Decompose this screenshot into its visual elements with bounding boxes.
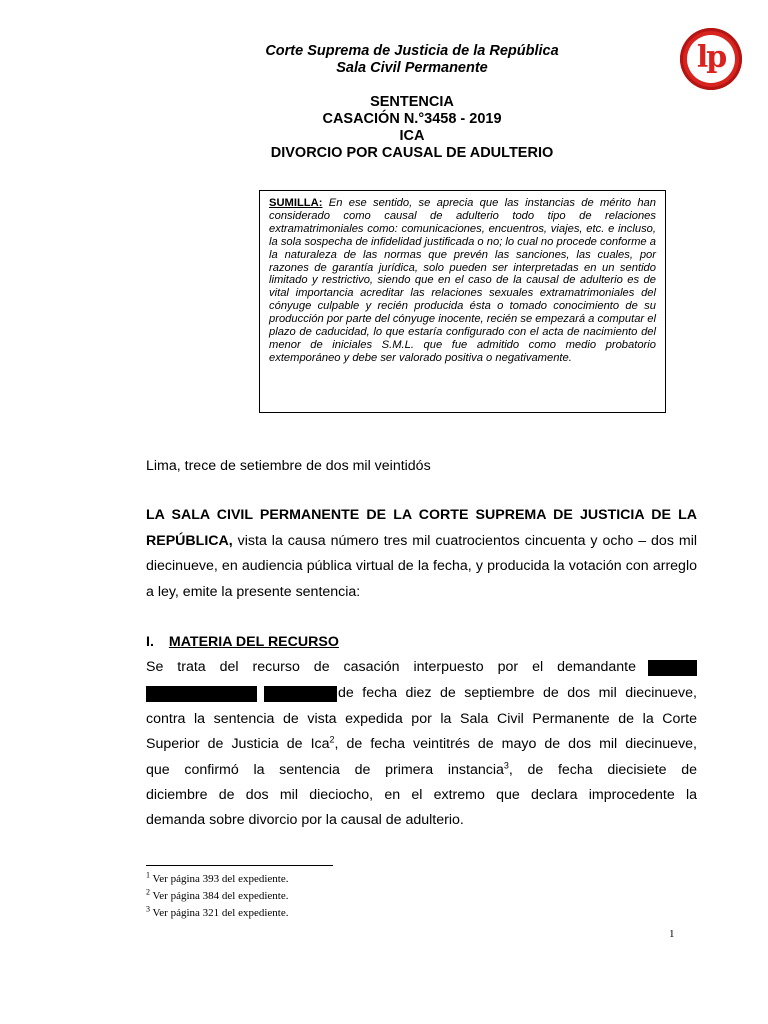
footnote-2: $^2$ Ver página 384 del expediente. — [146, 887, 289, 902]
title-materia: DIVORCIO POR CAUSAL DE ADULTERIO — [270, 145, 554, 161]
intro-bold: LA SALA CIVIL PERMANENTE DE LA CORTE SUPREMA DE JUSTICIA DE LA REPÚBLICA, — [146, 507, 697, 549]
redaction-block — [146, 686, 257, 702]
sumilla-box — [259, 190, 666, 413]
title-casacion: CASACIÓN N.°3458 - 2019 — [322, 111, 502, 127]
title-ica: ICA — [399, 128, 425, 144]
intro-paragraph — [146, 503, 697, 605]
footnote-ref-3[interactable]: 3 — [503, 760, 509, 771]
logo-text: lp — [696, 40, 726, 75]
lp-logo — [680, 28, 742, 90]
section-number: I. — [146, 634, 154, 650]
sumilla-text: En ese sentido, se aprecia que las instancias de mérito han considerado como causal de adulterio todo tipo de relaciones extramatrimoniales como: comunicaciones, encuentros, viajes, etc. e incluso, la sola sospecha de infidelidad justificada o no; lo cual no procede conforme a la naturaleza de las normas que prevén las sanciones, las cuales, por razones de garantía jurídica, solo pueden ser interpretadas en un sentido limitado y restrictivo, siendo que en el caso de la causal de adulterio es de vital importancia acreditar las relaciones sexuales extramatrimoniales del cónyuge culpable y recién producida ésta o tomado conocimiento de su producción por parte del cónyuge inocente, recién se empezará a computar el plazo de caducidad, lo que estaría configurado con el acta de nacimiento del menor de iniciales S.M.L. que fue admitido como medio probatorio extemporáneo y debe ser valorado positiva o negativamente. — [269, 197, 656, 364]
footnote-1: $^1$ Ver página 393 del expediente. — [146, 870, 289, 885]
redaction-block — [648, 660, 697, 676]
footnote-separator — [146, 865, 333, 866]
redaction-block — [264, 686, 337, 702]
title-sentencia: SENTENCIA — [370, 94, 454, 110]
page-number: 1 — [669, 928, 675, 940]
intro-text: vista la causa número tres mil cuatrocientos cincuenta y ocho – dos mil diecinueve, en audiencia pública virtual de la fecha, y producida la votación con arreglo a ley, emite la presente sentencia: — [146, 532, 697, 600]
footnote-ref-2[interactable]: 2 — [329, 734, 335, 745]
sumilla-label: SUMILLA: — [269, 197, 323, 209]
section-line-6: diciembre de dos mil dieciocho, en el extremo que declara improcedente la — [146, 787, 697, 803]
section-line-5: que confirmó la sentencia de primera instancia$^3$, de fecha diecisiete de — [146, 760, 697, 778]
sala-name: Sala Civil Permanente — [336, 60, 488, 76]
section-line-3: contra la sentencia de vista expedida por la Sala Civil Permanente de la Corte — [146, 711, 697, 727]
date-line: Lima, trece de setiembre de dos mil veintidós — [146, 458, 431, 474]
footnote-3: $^3$ Ver página 321 del expediente. — [146, 904, 289, 919]
section-line-1: Se trata del recurso de casación interpuesto por el demandante — [146, 659, 636, 675]
section-line-7: demanda sobre divorcio por la causal de adulterio. — [146, 812, 464, 828]
court-name: Corte Suprema de Justicia de la República — [265, 43, 559, 59]
section-line-4: Superior de Justicia de Ica$^2$, de fecha veintitrés de mayo de dos mil diecinueve, — [146, 734, 697, 752]
section-line-2: de fecha diez de septiembre de dos mil diecinueve, — [338, 685, 697, 701]
section-heading — [146, 630, 697, 656]
section-title: MATERIA DEL RECURSO — [168, 634, 339, 650]
